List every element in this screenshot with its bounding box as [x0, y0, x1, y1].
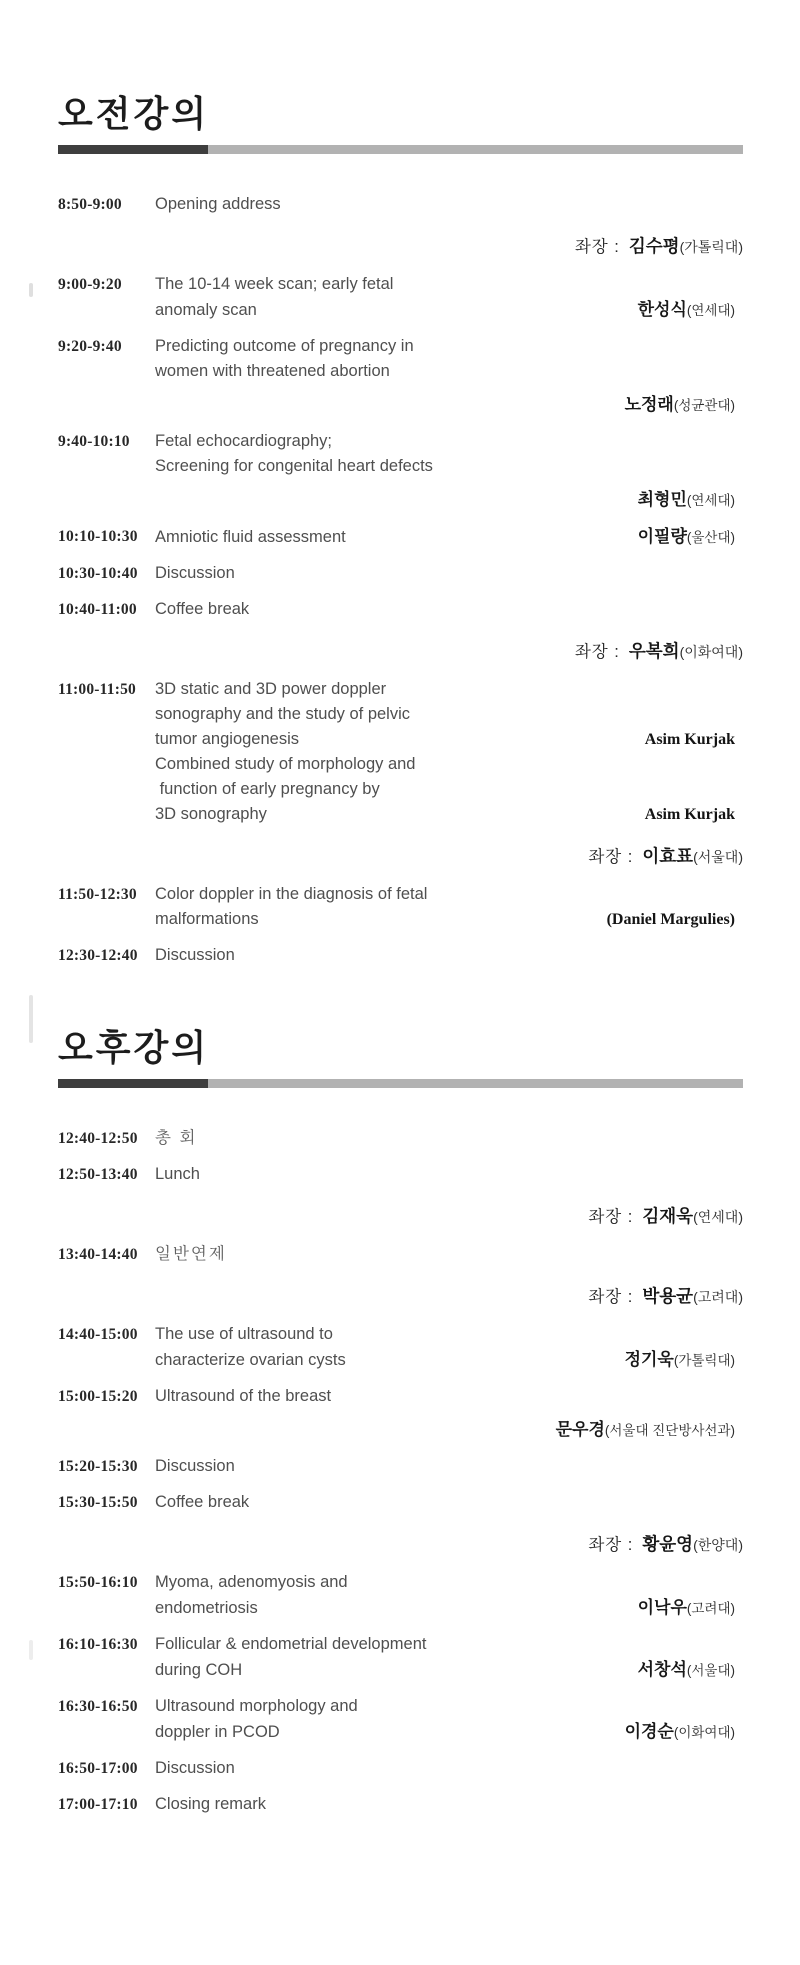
session-body: [155, 1792, 743, 1817]
speaker: [638, 487, 743, 513]
session-line: [155, 1756, 743, 1781]
session-title-text: endometriosis: [155, 1599, 258, 1617]
time-range: 14:40-15:00: [58, 1326, 138, 1343]
schedule-row: [58, 192, 743, 217]
session-line: [155, 907, 743, 932]
chair-affiliation: (한양대): [693, 1537, 743, 1553]
session-line: [155, 1570, 743, 1595]
section-morning: [58, 92, 743, 968]
session-body: [155, 272, 743, 323]
schedule-row: [58, 1490, 743, 1515]
session-title-text: 3D sonography: [155, 805, 267, 823]
session-title-text: Predicting outcome of pregnancy in: [155, 337, 414, 355]
session-body: [155, 882, 743, 932]
bar-light-segment: [208, 145, 743, 154]
session-line: [155, 1322, 743, 1347]
time-range: 17:00-17:10: [58, 1796, 138, 1813]
chair-affiliation: (연세대): [693, 1209, 743, 1225]
session-title-text: Follicular & endometrial development: [155, 1635, 427, 1653]
session-title-text: The 10-14 week scan; early fetal: [155, 275, 394, 293]
time-range: 12:50-13:40: [58, 1166, 138, 1183]
session-body: [155, 677, 743, 827]
chair-name: 이효표: [642, 846, 694, 866]
session-title-text: Combined study of morphology and: [155, 755, 416, 773]
session-line: [155, 1126, 743, 1151]
session-title-text: Coffee break: [155, 600, 250, 618]
session-line: [155, 1454, 743, 1479]
time-range: 15:50-16:10: [58, 1574, 138, 1591]
session-title-text: tumor angiogenesis: [155, 730, 300, 748]
session-title-text: anomaly scan: [155, 301, 257, 319]
speaker-name: 정기욱: [624, 1350, 674, 1369]
session-title-text: 총 회: [155, 1129, 198, 1147]
session-body: [155, 561, 743, 586]
session-title-text: Discussion: [155, 946, 235, 964]
speaker-name: 이경순: [624, 1722, 674, 1741]
speaker: [625, 392, 743, 418]
speaker-name: 최형민: [637, 490, 687, 509]
time-range: 10:10-10:30: [58, 528, 138, 545]
session-title-text: Opening address: [155, 195, 281, 213]
speaker-affiliation: (서울대 진단방사선과): [604, 1423, 735, 1438]
session-line: [155, 1792, 743, 1817]
session-line: [155, 597, 743, 622]
session-line: [155, 677, 743, 702]
speaker-affiliation: (연세대): [686, 303, 735, 318]
schedule-row: [58, 677, 743, 827]
session-title-text: 일반연제: [155, 1245, 227, 1263]
speaker: [638, 524, 743, 550]
section-header: [58, 92, 743, 154]
speaker-affiliation: (가톨릭대): [673, 1353, 735, 1368]
chair-label: 좌장 :: [588, 1208, 634, 1226]
speaker-name: Asim Kurjak: [644, 731, 735, 748]
speaker-name: 이낙우: [637, 1598, 687, 1617]
schedule-row: [58, 882, 743, 932]
session-line: [155, 727, 743, 752]
scan-artifact: [29, 995, 33, 1043]
session-chair-row: [58, 843, 743, 868]
time-range: 15:30-15:50: [58, 1494, 138, 1511]
time-range: 11:00-11:50: [58, 681, 136, 698]
time-range: 9:00-9:20: [58, 276, 122, 293]
session-line: [155, 1347, 743, 1373]
bar-light-segment: [208, 1079, 743, 1088]
speaker: [645, 802, 743, 827]
session-line: [155, 454, 743, 479]
session-title-text: 3D static and 3D power doppler: [155, 680, 387, 698]
session-title-text: Ultrasound of the breast: [155, 1387, 332, 1405]
chair-name: 김수평: [628, 236, 680, 256]
speaker-name: 서창석: [637, 1660, 687, 1679]
session-chair-row: [58, 638, 743, 663]
session-body: [155, 1756, 743, 1781]
scan-artifact: [29, 1640, 33, 1660]
session-body: [155, 597, 743, 622]
session-title-text: Coffee break: [155, 1493, 250, 1511]
session-title-text: malformations: [155, 910, 259, 928]
session-title-text: Discussion: [155, 1759, 235, 1777]
chair-name: 우복희: [628, 641, 680, 661]
session-title-text: function of early pregnancy by: [155, 780, 380, 798]
session-line: [155, 1490, 743, 1515]
session-chair-row: [58, 1283, 743, 1308]
time-range: 10:40-11:00: [58, 601, 137, 618]
scan-artifact: [29, 283, 33, 297]
chair-label: 좌장 :: [574, 238, 620, 256]
session-body: [155, 1384, 743, 1409]
speaker-affiliation: (고려대): [686, 1601, 735, 1616]
schedule-row: [58, 1322, 743, 1373]
schedule-row: [58, 1242, 743, 1267]
schedule-row: [58, 334, 743, 384]
session-line: [155, 1162, 743, 1187]
session-line: [155, 272, 743, 297]
schedule-row: [58, 561, 743, 586]
session-line: [155, 1657, 743, 1683]
speaker-name: Asim Kurjak: [644, 806, 735, 823]
schedule-row: [58, 943, 743, 968]
session-body: [155, 429, 743, 479]
speaker-name: 문우경: [555, 1420, 605, 1439]
speaker: [645, 727, 743, 752]
session-line: [155, 359, 743, 384]
time-range: 16:30-16:50: [58, 1698, 138, 1715]
schedule-row: [58, 1756, 743, 1781]
chair-label: 좌장 :: [574, 643, 620, 661]
schedule-row: [58, 1126, 743, 1151]
bar-dark-segment: [58, 1079, 208, 1088]
chair-affiliation: (고려대): [693, 1289, 743, 1305]
session-title-text: Color doppler in the diagnosis of fetal: [155, 885, 428, 903]
speaker-name: 이필량: [637, 527, 687, 546]
bar-dark-segment: [58, 145, 208, 154]
section-title: 오전강의: [58, 93, 210, 134]
speaker-row: [58, 392, 743, 418]
session-line: [155, 1719, 743, 1745]
session-line: [155, 1632, 743, 1657]
time-range: 9:40-10:10: [58, 433, 130, 450]
session-line: [155, 1595, 743, 1621]
schedule-row: [58, 1162, 743, 1187]
speaker-affiliation: (연세대): [686, 493, 735, 508]
session-title-text: Discussion: [155, 1457, 235, 1475]
speaker-affiliation: (이화여대): [673, 1725, 735, 1740]
session-title-text: The use of ultrasound to: [155, 1325, 333, 1343]
chair-affiliation: (가톨릭대): [679, 239, 743, 255]
session-line: [155, 297, 743, 323]
session-line: [155, 1384, 743, 1409]
time-range: 10:30-10:40: [58, 565, 138, 582]
speaker: [638, 297, 743, 323]
session-title-text: Closing remark: [155, 1795, 266, 1813]
session-line: [155, 524, 743, 550]
session-line: [155, 561, 743, 586]
time-range: 16:50-17:00: [58, 1760, 138, 1777]
session-title-text: Amniotic fluid assessment: [155, 528, 346, 546]
speaker-row: [58, 1417, 743, 1443]
schedule-row: [58, 1570, 743, 1621]
chair-name: 김재욱: [642, 1206, 694, 1226]
speaker: [638, 1657, 743, 1683]
session-title-text: characterize ovarian cysts: [155, 1351, 346, 1369]
session-chair-row: [58, 1203, 743, 1228]
session-body: [155, 1570, 743, 1621]
session-title-text: Screening for congenital heart defects: [155, 457, 433, 475]
speaker: [638, 1595, 743, 1621]
schedule-row: [58, 1792, 743, 1817]
chair-label: 좌장 :: [588, 1288, 634, 1306]
speaker: [556, 1417, 743, 1443]
session-chair-row: [58, 1531, 743, 1556]
session-body: [155, 524, 743, 550]
session-line: [155, 882, 743, 907]
session-body: [155, 1126, 743, 1151]
session-chair-row: [58, 233, 743, 258]
schedule-row: [58, 272, 743, 323]
session-body: [155, 943, 743, 968]
section-underline-bar: [58, 1079, 743, 1088]
schedule-row: [58, 429, 743, 479]
session-line: [155, 192, 743, 217]
chair-label: 좌장 :: [588, 1536, 634, 1554]
chair-label: 좌장 :: [588, 848, 634, 866]
speaker-affiliation: (성균관대): [673, 398, 735, 413]
program-sections: [58, 92, 743, 1817]
session-body: [155, 192, 743, 217]
speaker: [625, 1347, 743, 1373]
session-title-text: during COH: [155, 1661, 243, 1679]
session-body: [155, 1322, 743, 1373]
speaker: [607, 907, 743, 932]
session-line: [155, 943, 743, 968]
session-body: [155, 1490, 743, 1515]
session-title-text: Myoma, adenomyosis and: [155, 1573, 348, 1591]
session-line: [155, 752, 743, 777]
time-range: 16:10-16:30: [58, 1636, 138, 1653]
section-header: [58, 1026, 743, 1088]
schedule-row: [58, 1632, 743, 1683]
session-line: [155, 1694, 743, 1719]
session-title-text: Fetal echocardiography;: [155, 432, 333, 450]
time-range: 12:40-12:50: [58, 1130, 138, 1147]
speaker-name: 한성식: [637, 300, 687, 319]
chair-name: 박용균: [642, 1286, 694, 1306]
speaker-affiliation: (울산대): [686, 530, 735, 545]
time-range: 11:50-12:30: [58, 886, 137, 903]
speaker: [625, 1719, 743, 1745]
session-line: [155, 802, 743, 827]
session-body: [155, 1162, 743, 1187]
schedule-row: [58, 1384, 743, 1409]
time-range: 13:40-14:40: [58, 1246, 138, 1263]
session-body: [155, 1694, 743, 1745]
session-body: [155, 1632, 743, 1683]
schedule-row: [58, 1454, 743, 1479]
session-line: [155, 777, 743, 802]
session-title-text: doppler in PCOD: [155, 1723, 280, 1741]
section-title: 오후강의: [58, 1027, 210, 1068]
speaker-row: [58, 487, 743, 513]
session-line: [155, 429, 743, 454]
section-afternoon: [58, 1026, 743, 1817]
session-title-text: sonography and the study of pelvic: [155, 705, 411, 723]
chair-affiliation: (서울대): [693, 849, 743, 865]
session-title-text: Discussion: [155, 564, 235, 582]
time-range: 15:00-15:20: [58, 1388, 138, 1405]
section-underline-bar: [58, 145, 743, 154]
speaker-name: 노정래: [624, 395, 674, 414]
time-range: 9:20-9:40: [58, 338, 122, 355]
session-line: [155, 334, 743, 359]
schedule-row: [58, 597, 743, 622]
session-body: [155, 1454, 743, 1479]
speaker-affiliation: (서울대): [686, 1663, 735, 1678]
session-body: [155, 1242, 743, 1267]
schedule-row: [58, 524, 743, 550]
speaker-name: (Daniel Margulies): [606, 911, 735, 928]
session-line: [155, 1242, 743, 1267]
time-range: 8:50-9:00: [58, 196, 122, 213]
chair-affiliation: (이화여대): [679, 644, 743, 660]
session-body: [155, 334, 743, 384]
session-line: [155, 702, 743, 727]
schedule-row: [58, 1694, 743, 1745]
time-range: 12:30-12:40: [58, 947, 138, 964]
session-title-text: Lunch: [155, 1165, 200, 1183]
time-range: 15:20-15:30: [58, 1458, 138, 1475]
chair-name: 황윤영: [642, 1534, 694, 1554]
session-title-text: women with threatened abortion: [155, 362, 390, 380]
session-title-text: Ultrasound morphology and: [155, 1697, 358, 1715]
